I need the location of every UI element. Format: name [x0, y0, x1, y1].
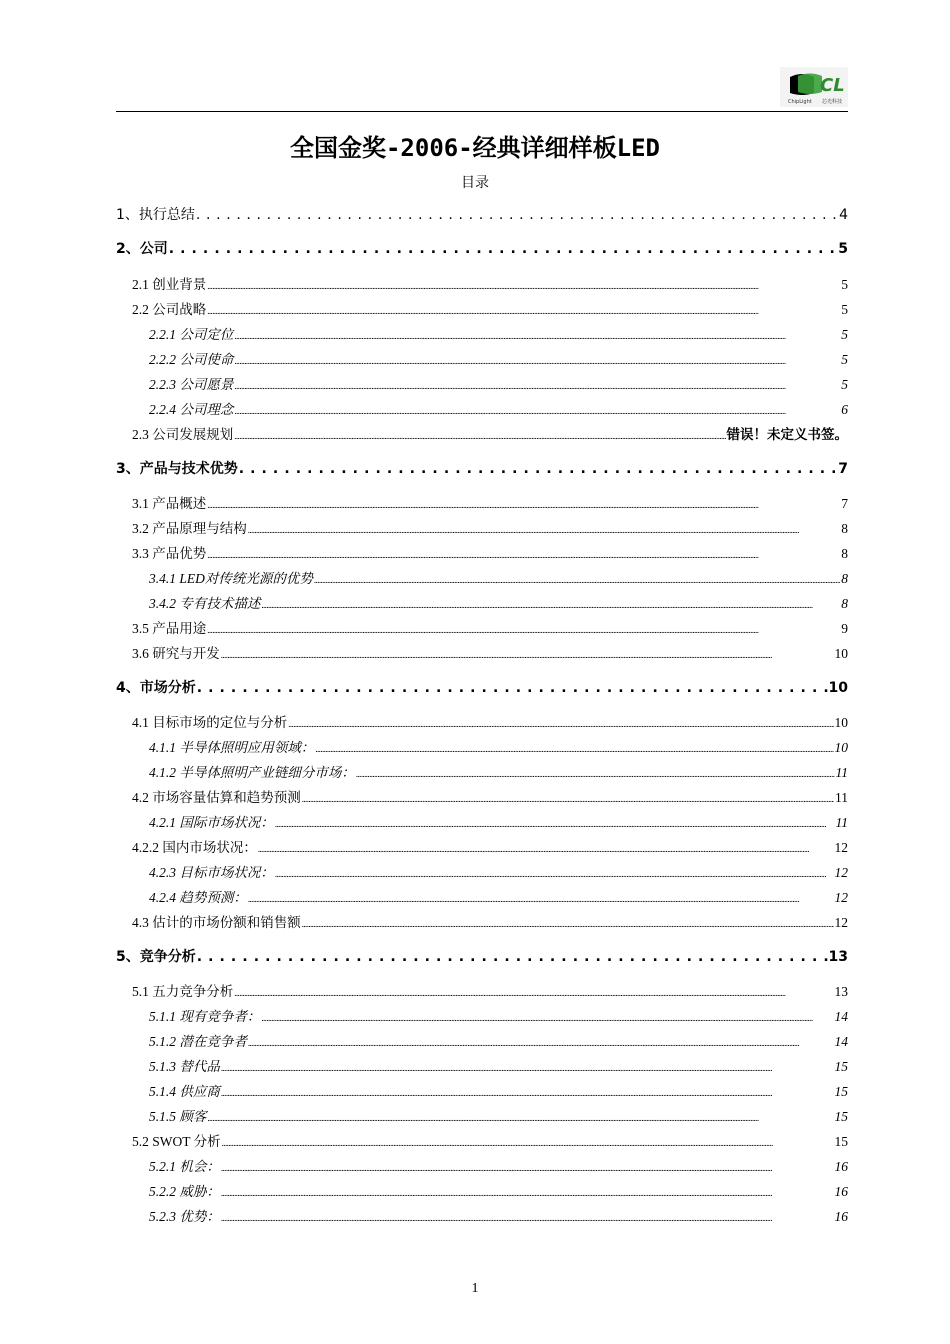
- toc-entry-title: 1、执行总结: [116, 207, 195, 223]
- toc-entry-page: 15: [834, 1059, 848, 1074]
- toc-entry[interactable]: [116, 677, 848, 697]
- document-title: 全国金奖-2006-经典详细样板LED: [289, 134, 661, 162]
- toc-entry[interactable]: [149, 811, 848, 831]
- toc-entry[interactable]: [116, 238, 848, 258]
- toc-entry-page: 8: [841, 571, 848, 586]
- toc-entry[interactable]: [132, 1130, 848, 1150]
- toc-leader: [261, 1013, 833, 1023]
- toc-entry[interactable]: [132, 542, 848, 562]
- toc-entry-title: 3、产品与技术优势: [116, 461, 238, 477]
- toc-leader: [234, 356, 840, 366]
- toc-entry[interactable]: [132, 711, 848, 731]
- toc-leader: [221, 1213, 834, 1223]
- toc-entry-title: 3.4.2 专有技术描述: [149, 596, 261, 611]
- toc-entry[interactable]: [149, 323, 848, 343]
- toc-entry-page: 12: [834, 915, 848, 930]
- toc-entry[interactable]: [132, 836, 848, 856]
- toc-leader: [314, 575, 840, 585]
- toc-entry-title: 4.3 估计的市场份额和销售额: [132, 915, 301, 930]
- header-rule: [116, 111, 848, 112]
- toc-heading: 目录: [461, 175, 489, 191]
- toc-leader: [288, 719, 833, 729]
- toc-entry-title: 4.1 目标市场的定位与分析: [132, 715, 288, 730]
- toc-entry-page: 13: [834, 984, 848, 999]
- toc-entry-title: 3.5 产品用途: [132, 621, 207, 636]
- toc-entry[interactable]: [149, 1155, 848, 1175]
- toc-entry[interactable]: [149, 1180, 848, 1200]
- logo-caption-left: ChipLight: [788, 99, 812, 105]
- toc-entry[interactable]: [116, 946, 848, 966]
- toc-entry-page: 10: [828, 680, 848, 696]
- toc-leader: [221, 1188, 834, 1198]
- toc-entry[interactable]: [132, 273, 848, 293]
- toc-entry[interactable]: [132, 492, 848, 512]
- toc-entry[interactable]: [132, 980, 848, 1000]
- toc-leader: [234, 988, 833, 998]
- toc-entry-page: 14: [834, 1009, 848, 1024]
- toc-entry-page: 16: [834, 1209, 848, 1224]
- toc-entry-page: 10: [834, 646, 848, 661]
- toc-leader: [302, 919, 834, 929]
- toc-entry-page: 12: [834, 865, 848, 880]
- toc-entry[interactable]: [149, 886, 848, 906]
- toc-entry-title: 5.1.5 顾客: [149, 1109, 207, 1124]
- toc-entry-page: 7: [841, 496, 848, 511]
- toc-leader: [222, 1138, 834, 1148]
- toc-entry[interactable]: [132, 786, 848, 806]
- toc-entry[interactable]: [149, 1205, 848, 1225]
- toc-entry-title: 5.2.2 威胁：: [149, 1184, 220, 1199]
- toc-leader: [234, 431, 725, 441]
- toc-entry[interactable]: [149, 861, 848, 881]
- toc-leader: [261, 600, 840, 610]
- toc-entry-page: 15: [834, 1134, 848, 1149]
- toc-entry-title: 5.2.3 优势：: [149, 1209, 220, 1224]
- company-logo: [780, 67, 848, 107]
- toc-entry[interactable]: [149, 348, 848, 368]
- toc-entry-page: 15: [834, 1109, 848, 1124]
- toc-leader: [207, 306, 840, 316]
- toc-entry[interactable]: [132, 423, 848, 443]
- toc-entry[interactable]: [132, 642, 848, 662]
- toc-leader: [221, 650, 834, 660]
- toc-leader: [275, 819, 835, 829]
- toc-entry-title: 2.2.3 公司愿景: [149, 377, 234, 392]
- toc-entry-title: 4.2.4 趋势预测：: [149, 890, 247, 905]
- toc-entry-page: 12: [834, 890, 848, 905]
- toc-leader: [258, 844, 834, 854]
- toc-leader: [234, 381, 840, 391]
- toc-entry-title: 5.2.1 机会：: [149, 1159, 220, 1174]
- toc-entry[interactable]: [149, 761, 848, 781]
- toc-entry-title: 5.2 SWOT 分析: [132, 1134, 221, 1149]
- toc-entry-title: 5.1.4 供应商: [149, 1084, 220, 1099]
- toc-entry-title: 5.1 五力竞争分析: [132, 984, 234, 999]
- toc-leader: [315, 744, 833, 754]
- toc-leader: [248, 525, 841, 535]
- toc-entry[interactable]: [116, 204, 848, 224]
- toc-entry-title: 2、公司: [116, 241, 168, 257]
- toc-leader: [234, 331, 840, 341]
- toc-leader: [302, 794, 834, 804]
- toc-entry[interactable]: [132, 911, 848, 931]
- toc-entry-title: 3.6 研究与开发: [132, 646, 220, 661]
- toc-entry-title: 4.2.3 目标市场状况：: [149, 865, 274, 880]
- toc-entry-page: 6: [841, 402, 848, 417]
- toc-entry[interactable]: [149, 398, 848, 418]
- toc-entry[interactable]: [149, 373, 848, 393]
- toc-entry-page: 11: [835, 815, 848, 830]
- toc-leader: [221, 1163, 834, 1173]
- toc-entry-title: 4.2.2 国内市场状况：: [132, 840, 257, 855]
- toc-entry-title: 5、竞争分析: [116, 949, 196, 965]
- toc-entry-title: 5.1.1 现有竞争者：: [149, 1009, 261, 1024]
- toc-entry-title: 2.3 公司发展规划: [132, 427, 234, 442]
- toc-entry-page: 4: [839, 207, 848, 223]
- toc-leader: [248, 894, 834, 904]
- toc-entry-page: 10: [834, 715, 848, 730]
- toc-entry-title: 3.4.1 LED对传统光源的优势: [149, 571, 313, 586]
- page-number: 1: [471, 1281, 479, 1296]
- toc-entry[interactable]: [149, 567, 848, 587]
- toc-entry-page: 8: [841, 546, 848, 561]
- toc-entry-title: 2.2.1 公司定位: [149, 327, 234, 342]
- toc-entry-title: 2.2.2 公司使命: [149, 352, 234, 367]
- toc-entry-title: 4.1.2 半导体照明产业链细分市场：: [149, 765, 355, 780]
- toc-entry-title: 2.1 创业背景: [132, 277, 207, 292]
- toc-leader: [207, 550, 840, 560]
- toc-leader: [196, 207, 838, 223]
- toc-entry[interactable]: [149, 1030, 848, 1050]
- toc-entry-title: 3.3 产品优势: [132, 546, 207, 561]
- toc-entry-page: 16: [834, 1184, 848, 1199]
- toc-leader: [221, 1063, 834, 1073]
- toc-entry-page: 16: [834, 1159, 848, 1174]
- toc-entry-title: 4.1.1 半导体照明应用领域：: [149, 740, 315, 755]
- toc-entry-page: 8: [841, 521, 848, 536]
- toc-entry-page: 5: [841, 377, 848, 392]
- toc-leader: [207, 625, 840, 635]
- toc-entry-page: 8: [841, 596, 848, 611]
- toc-leader: [207, 281, 840, 291]
- toc-entry-page: 13: [828, 949, 848, 965]
- toc-leader: [239, 461, 838, 477]
- toc-entry-title: 3.1 产品概述: [132, 496, 207, 511]
- toc-entry-page-error: 错误！未定义书签。: [726, 427, 848, 443]
- toc-entry-page: 11: [835, 790, 848, 805]
- toc-entry[interactable]: [149, 1080, 848, 1100]
- toc-entry-title: 5.1.2 潜在竞争者: [149, 1034, 247, 1049]
- toc-entry-title: 4.2 市场容量估算和趋势预测: [132, 790, 301, 805]
- toc-entry-page: 5: [841, 277, 848, 292]
- toc-leader: [221, 1088, 834, 1098]
- toc-leader: [234, 406, 840, 416]
- toc-entry-title: 3.2 产品原理与结构: [132, 521, 247, 536]
- toc-leader: [248, 1038, 834, 1048]
- toc-entry-page: 15: [834, 1084, 848, 1099]
- toc-entry[interactable]: [149, 1105, 848, 1125]
- toc-leader: [169, 241, 838, 257]
- toc-leader: [197, 680, 828, 696]
- toc-entry[interactable]: [149, 592, 848, 612]
- toc-entry-page: 11: [835, 765, 848, 780]
- toc-entry[interactable]: [132, 298, 848, 318]
- toc-entry[interactable]: [149, 736, 848, 756]
- toc-leader: [356, 769, 835, 779]
- toc-entry-page: 7: [838, 461, 848, 477]
- toc-entry[interactable]: [149, 1055, 848, 1075]
- toc-entry-title: 5.1.3 替代品: [149, 1059, 220, 1074]
- toc-entry-page: 5: [841, 327, 848, 342]
- toc-entry-page: 14: [834, 1034, 848, 1049]
- toc-entry-title: 4、市场分析: [116, 680, 196, 696]
- toc-entry[interactable]: [132, 617, 848, 637]
- logo-caption-right: 芯光科技: [822, 99, 843, 105]
- toc-entry[interactable]: [132, 517, 848, 537]
- toc-entry-page: 9: [841, 621, 848, 636]
- toc-entry-title: 2.2 公司战略: [132, 302, 207, 317]
- toc-entry-page: 5: [841, 302, 848, 317]
- toc-leader: [207, 1113, 833, 1123]
- toc-leader: [197, 949, 828, 965]
- toc-entry-page: 5: [841, 352, 848, 367]
- toc-entry[interactable]: [149, 1005, 848, 1025]
- logo-mark: CL: [820, 75, 845, 96]
- toc-entry-page: 12: [834, 840, 848, 855]
- toc-entry-title: 2.2.4 公司理念: [149, 402, 234, 417]
- toc-leader: [207, 500, 840, 510]
- toc-entry-page: 10: [834, 740, 848, 755]
- toc-leader: [275, 869, 834, 879]
- toc-entry[interactable]: [116, 458, 848, 478]
- toc-entry-page: 5: [838, 241, 848, 257]
- toc-entry-title: 4.2.1 国际市场状况：: [149, 815, 274, 830]
